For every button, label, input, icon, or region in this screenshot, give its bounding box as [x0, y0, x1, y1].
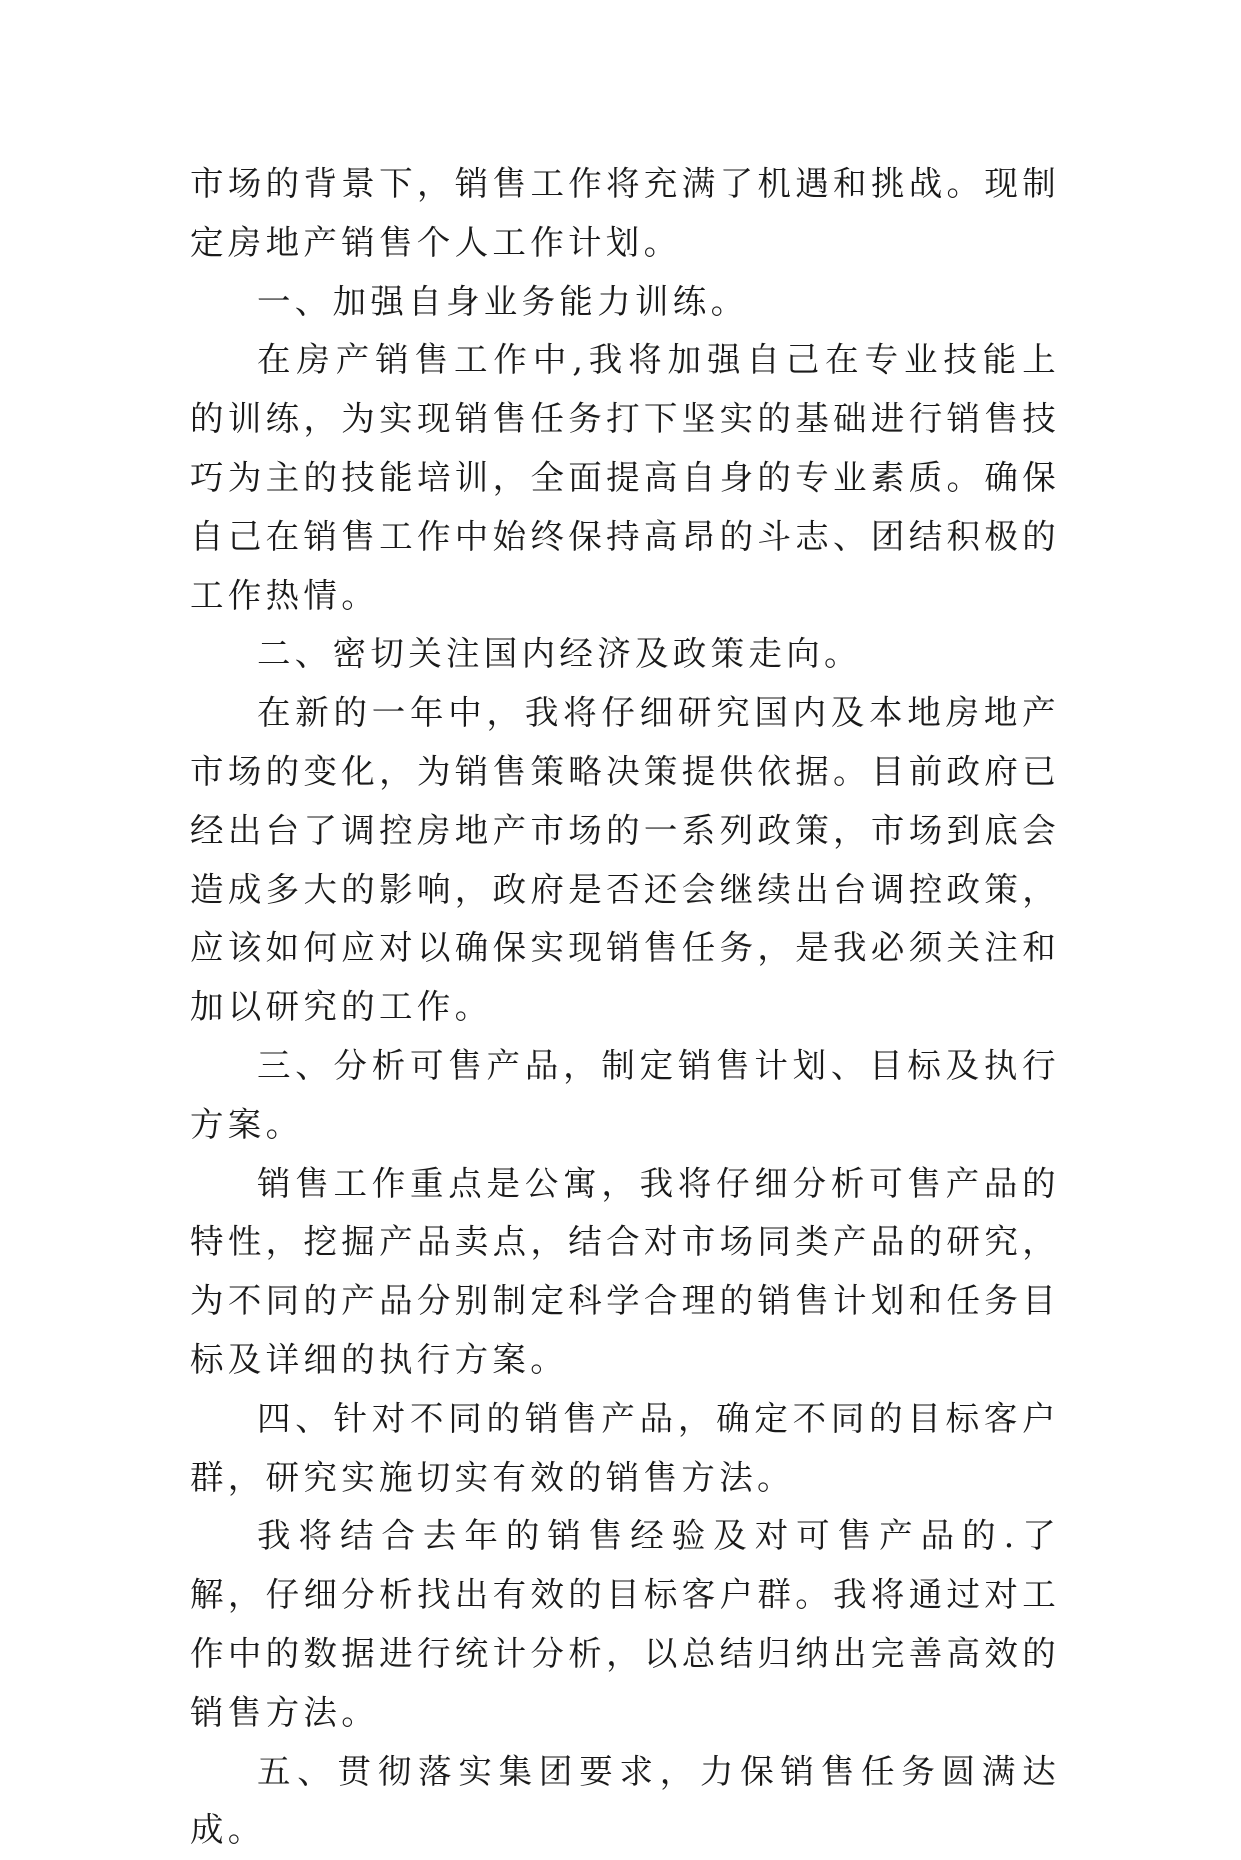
heading-section-5: 五、贯彻落实集团要求，力保销售任务圆满达成。	[190, 1751, 1060, 1850]
paragraph-section-2: 在新的一年中，我将仔细研究国内及本地房地产市场的变化，为销售策略决策提供依据。目前政府已经出台了调控房地产市场的一系列政策，市场到底会造成多大的影响，政府是否还会继续出台调控政策，应该如何应对以确保实现销售任务，是我必须关注和加以研究的工作。	[190, 693, 1060, 1027]
paragraph-section-1: 在房产销售工作中,我将加强自己在专业技能上的训练，为实现销售任务打下坚实的基础进行销售技巧为主的技能培训，全面提高自身的专业素质。确保自己在销售工作中始终保持高昂的斗志、团结积极的工作热情。	[190, 340, 1060, 615]
heading-section-4: 四、针对不同的销售产品，确定不同的目标客户群，研究实施切实有效的销售方法。	[190, 1398, 1060, 1497]
paragraph-section-4: 我将结合去年的销售经验及对可售产品的.了解，仔细分析找出有效的目标客户群。我将通过对工作中的数据进行统计分析，以总结归纳出完善高效的销售方法。	[190, 1516, 1060, 1732]
paragraph-section-3: 销售工作重点是公寓，我将仔细分析可售产品的特性，挖掘产品卖点，结合对市场同类产品的研究，为不同的产品分别制定科学合理的销售计划和任务目标及详细的执行方案。	[190, 1163, 1060, 1379]
document-body	[190, 155, 1060, 1860]
paragraph-continuation: 市场的背景下，销售工作将充满了机遇和挑战。现制定房地产销售个人工作计划。	[190, 164, 1060, 262]
heading-section-2: 二、密切关注国内经济及政策走向。	[257, 634, 862, 674]
heading-section-3: 三、分析可售产品，制定销售计划、目标及执行方案。	[190, 1045, 1060, 1144]
heading-section-1: 一、加强自身业务能力训练。	[257, 281, 749, 321]
